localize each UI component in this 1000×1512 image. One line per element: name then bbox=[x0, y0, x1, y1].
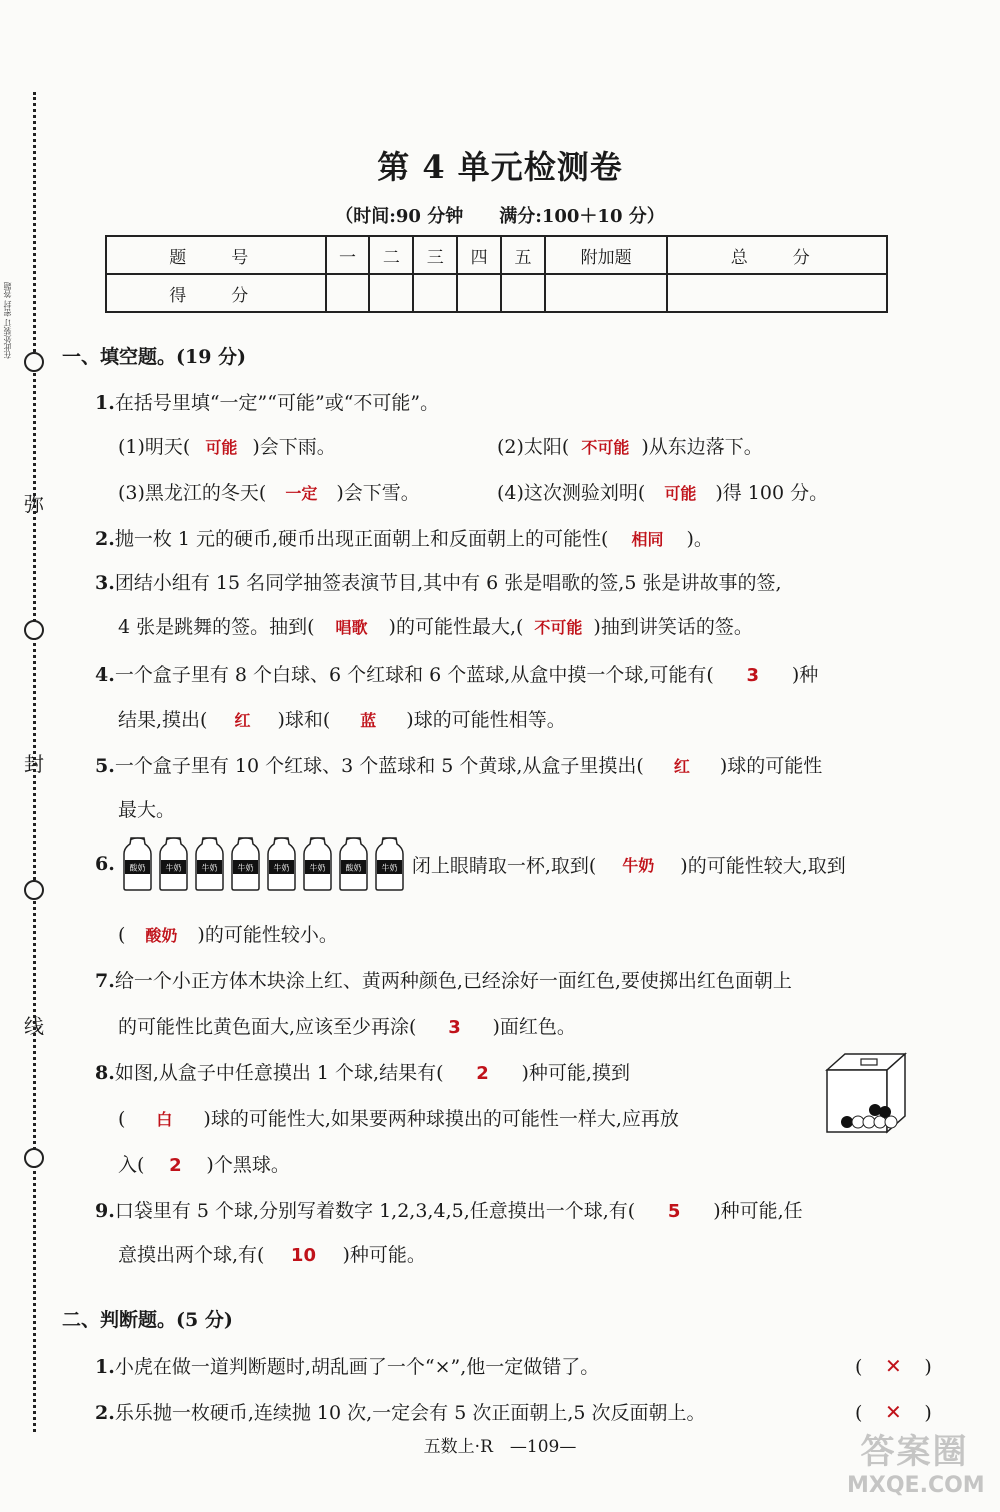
question-text: )的可能性最大,( bbox=[388, 616, 524, 638]
question-text: )个黑球。 bbox=[206, 1154, 290, 1176]
question-text: 如图,从盒子中任意摸出 1 个球,结果有( bbox=[114, 1062, 444, 1084]
question-6-line-2 bbox=[118, 920, 338, 947]
binding-hole bbox=[24, 620, 44, 640]
milk-bottle-icon bbox=[337, 836, 370, 892]
milk-bottle-icon bbox=[229, 836, 262, 892]
binding-char: 线 bbox=[24, 1014, 44, 1038]
question-5-line-2: 最大。 bbox=[118, 799, 176, 821]
binding-hole bbox=[24, 1148, 44, 1168]
score-cell[interactable] bbox=[413, 274, 457, 312]
item-text: (3)黑龙江的冬天( bbox=[118, 482, 267, 504]
score-header: 总 分 bbox=[667, 236, 887, 274]
answer-mark: ✕ bbox=[885, 1400, 902, 1424]
milk-bottle-label: 牛奶 bbox=[309, 863, 326, 873]
item-text: (2)太阳( bbox=[497, 436, 570, 458]
question-number: 7. bbox=[95, 970, 115, 992]
answer-text: 蓝 bbox=[360, 711, 377, 730]
question-text: )球的可能性大,如果要两种球摸出的可能性一样大,应再放 bbox=[203, 1108, 679, 1130]
question-8-line-2 bbox=[118, 1104, 679, 1131]
watermark-url: MXQE.COM bbox=[847, 1473, 985, 1498]
score-header: 附加题 bbox=[545, 236, 667, 274]
question-text: 口袋里有 5 个球,分别写着数字 1,2,3,4,5,任意摸出一个球,有( bbox=[114, 1200, 636, 1222]
question-4 bbox=[95, 660, 818, 687]
question-text: 一个盒子里有 8 个白球、6 个红球和 6 个蓝球,从盒中摸一个球,可能有( bbox=[114, 664, 714, 686]
score-cell[interactable] bbox=[545, 274, 667, 312]
answer-text: 不可能 bbox=[534, 618, 583, 637]
question-number: 6. bbox=[95, 853, 115, 875]
score-cell[interactable] bbox=[457, 274, 501, 312]
question-1-item bbox=[118, 432, 336, 459]
answer-text: 可能 bbox=[664, 484, 697, 503]
question-8-line-3 bbox=[118, 1150, 290, 1177]
question-text: 乐乐抛一枚硬币,连续抛 10 次,一定会有 5 次正面朝上,5 次反面朝上。 bbox=[114, 1402, 706, 1424]
answer-text: 红 bbox=[234, 711, 251, 730]
milk-bottle-label: 酸奶 bbox=[129, 863, 146, 873]
milk-bottle-icon bbox=[157, 836, 190, 892]
question-1-item bbox=[497, 478, 828, 505]
question-text: 结果,摸出( bbox=[118, 709, 208, 731]
question-text: 一个盒子里有 10 个红球、3 个蓝球和 5 个黄球,从盒子里摸出( bbox=[114, 755, 644, 777]
question-number: 1. bbox=[95, 392, 115, 414]
question-4-line-2 bbox=[118, 705, 566, 732]
judge-question bbox=[95, 1352, 599, 1379]
milk-bottle-label: 牛奶 bbox=[273, 863, 290, 873]
question-text: 给一个小正方体木块涂上红、黄两种颜色,已经涂好一面红色,要使掷出红色面朝上 bbox=[114, 970, 792, 992]
question-text: )种 bbox=[791, 664, 819, 686]
milk-bottle-label: 牛奶 bbox=[237, 863, 254, 873]
milk-bottle-icon bbox=[121, 836, 154, 892]
exam-info: （时间:90 分钟 满分:100＋10 分） bbox=[335, 206, 665, 227]
question-text: )面红色。 bbox=[492, 1016, 576, 1038]
question-number: 4. bbox=[95, 664, 115, 686]
question-number: 8. bbox=[95, 1062, 115, 1084]
answer-text: 2 bbox=[476, 1063, 489, 1084]
milk-bottle-label: 牛奶 bbox=[165, 863, 182, 873]
question-2 bbox=[95, 524, 713, 551]
question-text: )的可能性较小。 bbox=[197, 924, 338, 946]
question-7-line-2 bbox=[118, 1012, 576, 1039]
item-text: )得 100 分。 bbox=[715, 482, 829, 504]
score-header: 三 bbox=[413, 236, 457, 274]
judge-answer-bracket: ( ✕ ) bbox=[855, 1400, 932, 1424]
question-number: 1. bbox=[95, 1356, 115, 1378]
section-title: 二、判断题。(5 分) bbox=[62, 1309, 233, 1331]
item-text: )会下雨。 bbox=[252, 436, 336, 458]
question-3-line-2 bbox=[118, 612, 753, 639]
item-text: (4)这次测验刘明( bbox=[497, 482, 646, 504]
milk-bottle-icon bbox=[265, 836, 298, 892]
answer-text: 不可能 bbox=[581, 438, 630, 457]
question-text: 入( bbox=[118, 1154, 145, 1176]
answer-text: 3 bbox=[448, 1017, 461, 1038]
binding-side-note: 在此处装订 密封 答题 bbox=[3, 282, 12, 360]
watermark-text: 答案圈 bbox=[860, 1432, 969, 1472]
binding-hole bbox=[24, 880, 44, 900]
answer-text: 牛奶 bbox=[622, 855, 655, 875]
question-text: 抛一枚 1 元的硬币,硬币出现正面朝上和反面朝上的可能性( bbox=[114, 528, 609, 550]
score-table-score-row bbox=[106, 274, 887, 312]
milk-bottle-label: 酸奶 bbox=[345, 863, 362, 873]
question-text: )球和( bbox=[277, 709, 331, 731]
question-text: )的可能性较大,取到 bbox=[680, 854, 846, 877]
question-text: 在括号里填“一定”“可能”或“不可能”。 bbox=[114, 392, 440, 414]
binding-char: 封 bbox=[24, 752, 44, 776]
question-text: )球的可能性 bbox=[719, 755, 823, 777]
question-9-line-2 bbox=[118, 1240, 426, 1267]
question-text: ( bbox=[118, 924, 126, 946]
item-text: (1)明天( bbox=[118, 436, 191, 458]
score-table bbox=[105, 235, 888, 313]
question-3 bbox=[95, 568, 782, 595]
answer-text: 唱歌 bbox=[335, 618, 368, 637]
binding-hole bbox=[24, 352, 44, 372]
question-1-item bbox=[497, 432, 763, 459]
page-footer: 五数上·R —109— bbox=[423, 1437, 577, 1457]
answer-text: 一定 bbox=[285, 484, 318, 503]
score-table-header-row bbox=[106, 236, 887, 274]
question-text: )种可能,摸到 bbox=[521, 1062, 630, 1084]
score-row-label: 得 分 bbox=[106, 274, 326, 312]
milk-bottle-label: 牛奶 bbox=[381, 863, 398, 873]
section-title: 一、填空题。(19 分) bbox=[62, 346, 247, 368]
question-text: )。 bbox=[686, 528, 713, 550]
score-cell[interactable] bbox=[369, 274, 413, 312]
milk-bottle-icon bbox=[193, 836, 226, 892]
score-cell[interactable] bbox=[326, 274, 370, 312]
question-6 bbox=[95, 836, 846, 892]
answer-text: 酸奶 bbox=[145, 926, 178, 945]
score-cell[interactable] bbox=[501, 274, 545, 312]
answer-text: 可能 bbox=[205, 438, 238, 457]
milk-bottle-icon bbox=[373, 836, 406, 892]
score-header: 五 bbox=[501, 236, 545, 274]
ball-box-picture bbox=[825, 1052, 907, 1136]
answer-text: 2 bbox=[169, 1155, 182, 1176]
question-text: 的可能性比黄色面大,应该至少再涂( bbox=[118, 1016, 417, 1038]
question-text: 小虎在做一道判断题时,胡乱画了一个“×”,他一定做错了。 bbox=[114, 1356, 600, 1378]
judge-question bbox=[95, 1398, 706, 1425]
question-1 bbox=[95, 388, 439, 415]
score-header: 二 bbox=[369, 236, 413, 274]
score-header: 题 号 bbox=[106, 236, 326, 274]
question-9 bbox=[95, 1196, 803, 1223]
judge-answer-bracket: ( ✕ ) bbox=[855, 1354, 932, 1378]
item-text: )会下雪。 bbox=[336, 482, 420, 504]
question-7 bbox=[95, 966, 792, 993]
milk-bottles-picture bbox=[121, 836, 406, 892]
item-text: )从东边落下。 bbox=[641, 436, 763, 458]
question-text: )种可能。 bbox=[342, 1244, 426, 1266]
question-text: )种可能,任 bbox=[713, 1200, 803, 1222]
question-text: 4 张是跳舞的签。抽到( bbox=[118, 616, 315, 638]
score-header: 一 bbox=[326, 236, 370, 274]
question-text: 团结小组有 15 名同学抽签表演节目,其中有 6 张是唱歌的签,5 张是讲故事的签, bbox=[114, 572, 782, 594]
question-text: )抽到讲笑话的签。 bbox=[593, 616, 753, 638]
question-text: 闭上眼睛取一杯,取到( bbox=[411, 854, 597, 877]
question-5 bbox=[95, 751, 822, 778]
answer-text: 5 bbox=[667, 1201, 681, 1222]
question-number: 2. bbox=[95, 1402, 115, 1424]
question-text: 意摸出两个球,有( bbox=[118, 1244, 265, 1266]
milk-bottle-label: 牛奶 bbox=[201, 863, 218, 873]
answer-text: 相同 bbox=[631, 530, 664, 549]
score-cell[interactable] bbox=[667, 274, 887, 312]
question-number: 2. bbox=[95, 528, 115, 550]
answer-text: 3 bbox=[746, 665, 760, 686]
answer-text: 白 bbox=[156, 1110, 173, 1129]
score-header: 四 bbox=[457, 236, 501, 274]
answer-mark: ✕ bbox=[885, 1354, 902, 1378]
page-title: 第 4 单元检测卷 bbox=[377, 148, 623, 186]
milk-bottle-icon bbox=[301, 836, 334, 892]
question-number: 5. bbox=[95, 755, 115, 777]
answer-text: 10 bbox=[290, 1245, 316, 1266]
question-8 bbox=[95, 1058, 630, 1085]
watermark-logo bbox=[847, 1424, 985, 1498]
question-text: ( bbox=[118, 1108, 126, 1130]
question-number: 9. bbox=[95, 1200, 115, 1222]
question-text: )球的可能性相等。 bbox=[406, 709, 566, 731]
question-1-item bbox=[118, 478, 420, 505]
answer-text: 红 bbox=[673, 757, 690, 776]
question-number: 3. bbox=[95, 572, 115, 594]
binding-char: 弥 bbox=[24, 492, 44, 516]
